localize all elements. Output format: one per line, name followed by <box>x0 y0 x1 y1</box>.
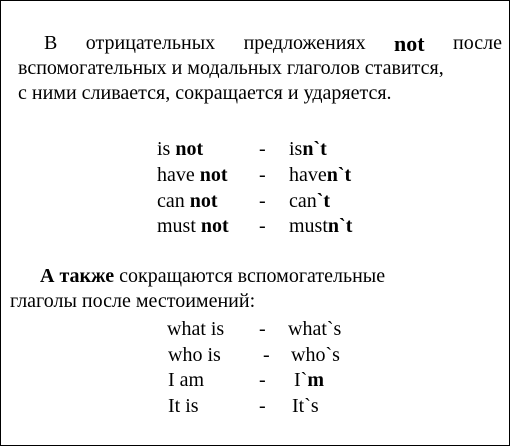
full-form: what is <box>167 318 225 340</box>
dash: - <box>259 190 266 212</box>
paragraph-line-1 <box>18 31 502 56</box>
word: предложениях <box>243 32 366 54</box>
paragraph-line-2: вспомогательных и модальных глаголов ставится, <box>18 57 444 79</box>
dash: - <box>263 344 270 366</box>
paragraph-line-3: с ними сливается, сокращается и ударяется. <box>18 82 392 104</box>
full-form: It is <box>168 395 199 417</box>
full-form: must not <box>157 215 229 237</box>
short-form: isn`t <box>289 138 327 160</box>
short-form: who`s <box>291 344 340 366</box>
word-not-bold: not <box>394 31 425 56</box>
short-form: I`m <box>294 369 324 391</box>
dash: - <box>259 138 266 160</box>
short-form: mustn`t <box>289 215 353 237</box>
paragraph-pronouns <box>10 264 500 314</box>
dash: - <box>259 164 266 186</box>
paragraph-negation <box>18 31 502 106</box>
short-form: haven`t <box>289 164 352 186</box>
paragraph-line-1: А также сокращаются вспомогательные <box>40 265 386 287</box>
short-form: It`s <box>292 395 319 417</box>
word: В <box>44 32 58 54</box>
paragraph-line-2: глаголы после местоимений: <box>10 290 256 312</box>
short-form: can`t <box>289 190 331 212</box>
dash: - <box>259 395 266 417</box>
bold-phrase: А также <box>40 265 115 287</box>
full-form: I am <box>168 369 205 391</box>
full-form: is not <box>157 138 204 160</box>
short-form: what`s <box>288 318 342 340</box>
dash: - <box>259 369 266 391</box>
dash: - <box>259 215 266 237</box>
dash: - <box>259 318 266 340</box>
full-form: can not <box>157 190 218 212</box>
word: отрицательных <box>85 32 216 54</box>
full-form: who is <box>168 344 221 366</box>
word: после <box>453 32 502 54</box>
full-form: have not <box>157 164 228 186</box>
